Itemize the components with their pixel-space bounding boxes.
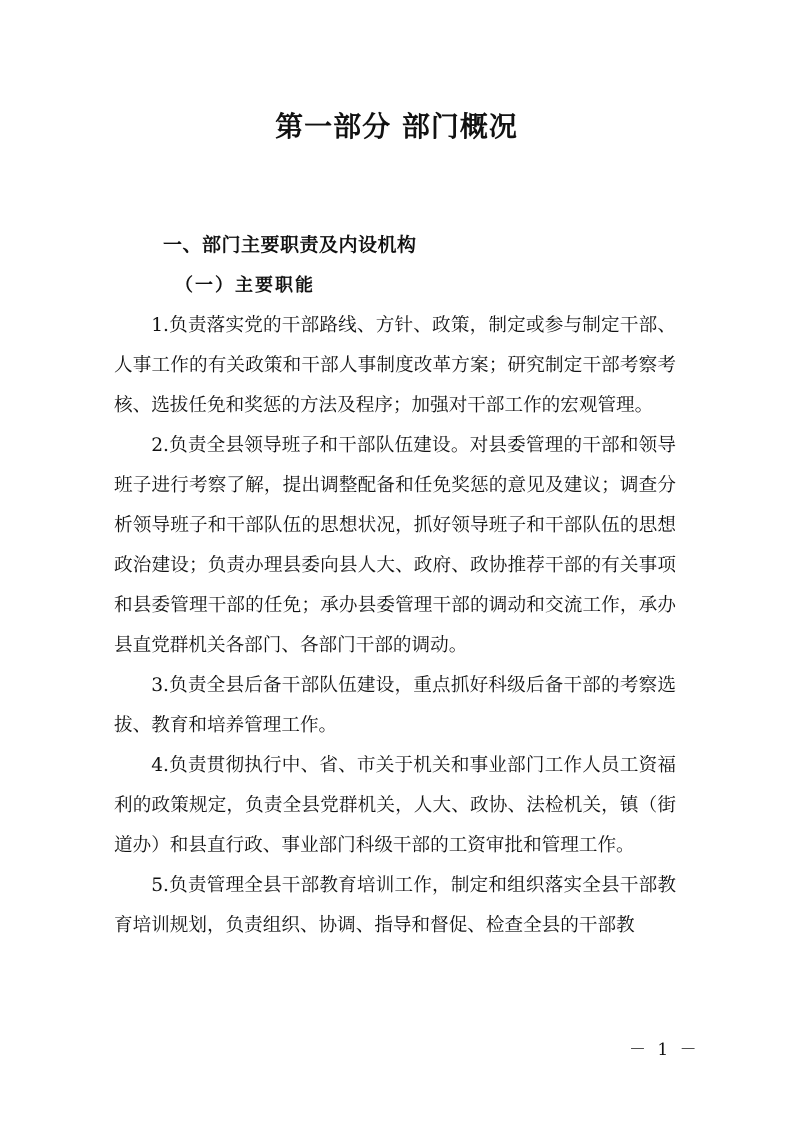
sub-heading: （一）主要职能 xyxy=(175,275,315,296)
page-number: － 1 － xyxy=(629,1040,700,1060)
paragraph-3: 3.负责全县后备干部队伍建设，重点抓好科级后备干部的考察选拔、教育和培养管理工作。 xyxy=(114,675,676,736)
paragraph-4: 4.负责贯彻执行中、省、市关于机关和事业部门工作人员工资福利的政策规定，负责全县党群机关，人大、政协、法检机关，镇（街道办）和县直行政、事业部门科级干部的工资审批和管理工作。 xyxy=(114,755,676,856)
paragraph-2: 2.负责全县领导班子和干部队伍建设。对县委管理的干部和领导班子进行考察了解，提出调整配备和任免奖惩的意见及建议；调查分析领导班子和干部队伍的思想状况，抓好领导班子和干部队伍的思想政治建设；负责办理县委向县人大、政府、政协推荐干部的有关事项和县委管理干部的任免；承办县委管理干部的调动和交流工作，承办县直党群机关各部门、各部门干部的调动。 xyxy=(114,435,676,656)
body-text xyxy=(114,306,676,946)
paragraph-1: 1.负责落实党的干部路线、方针、政策，制定或参与制定干部、人事工作的有关政策和干部人事制度改革方案；研究制定干部考察考核、选拔任免和奖惩的方法及程序；加强对干部工作的宏观管理。 xyxy=(114,315,676,416)
paragraph-5: 5.负责管理全县干部教育培训工作，制定和组织落实全县干部教育培训规划，负责组织、协调、指导和督促、检查全县的干部教 xyxy=(114,875,676,936)
page-title: 第一部分 部门概况 xyxy=(275,110,518,143)
section-heading: 一、部门主要职责及内设机构 xyxy=(163,234,417,256)
